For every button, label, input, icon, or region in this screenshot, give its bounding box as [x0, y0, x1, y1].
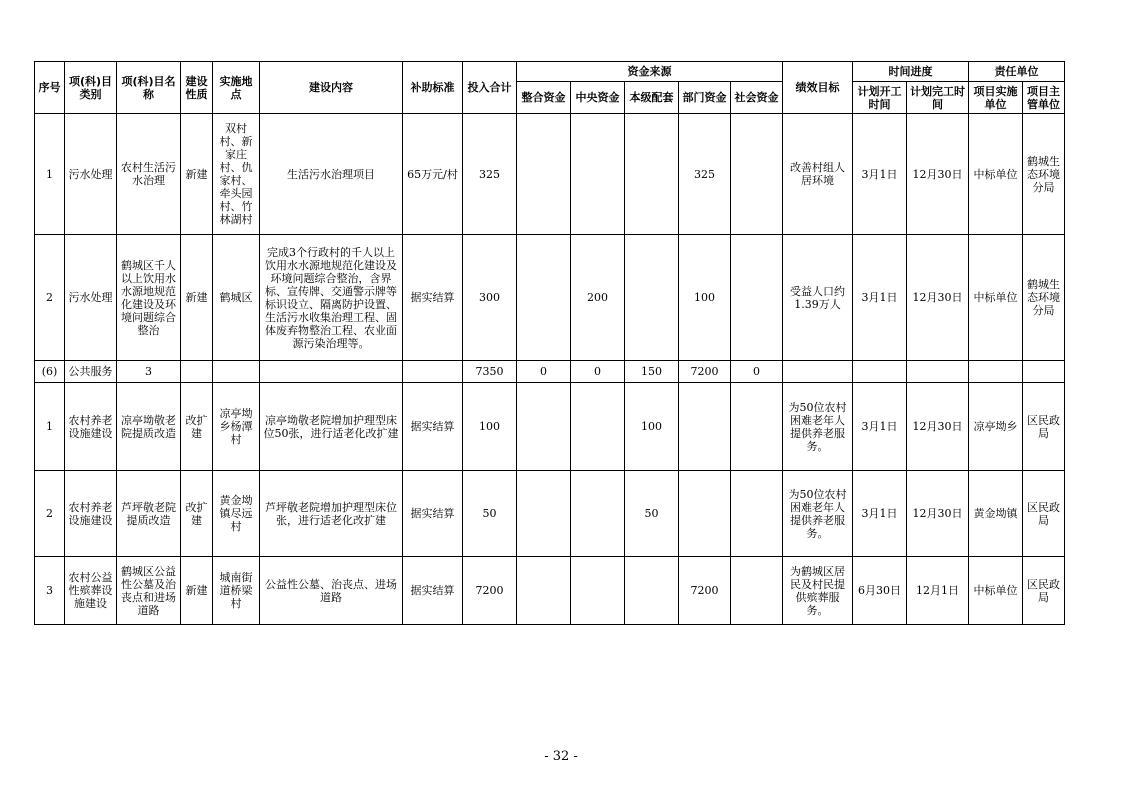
cell-local: 100 [625, 383, 679, 471]
cell-dept: 100 [679, 235, 731, 361]
cell-content: 完成3个行政村的千人以上饮用水水源地规范化建设及环境问题综合整治，含界标、宣传牌、交通警示牌等标识设立、隔离防护设置、生活污水收集治理工程、固体废弃物整治工程、农业面源污染治理等。 [260, 235, 403, 361]
cell-social [731, 235, 783, 361]
cell-name: 凉亭坳敬老院提质改造 [117, 383, 181, 471]
cell-central: 0 [571, 361, 625, 383]
cell-local [625, 114, 679, 235]
cell-local: 150 [625, 361, 679, 383]
cell-subsidy: 据实结算 [403, 471, 463, 557]
cell-central: 200 [571, 235, 625, 361]
header-name: 项(科)目名称 [117, 62, 181, 114]
cell-social [731, 114, 783, 235]
header-start: 计划开工时间 [853, 82, 907, 114]
page-number: - 32 - [544, 749, 578, 764]
cell-nature: 改扩建 [181, 383, 213, 471]
cell-social: 0 [731, 361, 783, 383]
cell-finish: 12月30日 [907, 383, 969, 471]
cell-performance: 为鹤城区居民及村民提供殡葬服务。 [783, 557, 853, 625]
cell-integrated [517, 383, 571, 471]
cell-dept [679, 471, 731, 557]
cell-central [571, 114, 625, 235]
table-row [35, 471, 1065, 557]
cell-name: 芦坪敬老院提质改造 [117, 471, 181, 557]
cell-seq: 3 [35, 557, 65, 625]
cell-social [731, 557, 783, 625]
cell-subsidy: 据实结算 [403, 383, 463, 471]
header-impl-unit: 项目实施单位 [969, 82, 1023, 114]
cell-dept: 7200 [679, 557, 731, 625]
header-content: 建设内容 [260, 62, 403, 114]
cell-category: 污水处理 [65, 114, 117, 235]
table-row [35, 114, 1065, 235]
table-row [35, 557, 1065, 625]
cell-impl: 中标单位 [969, 557, 1023, 625]
cell-finish: 12月30日 [907, 114, 969, 235]
cell-content: 芦坪敬老院增加护理型床位张，进行适老化改扩建 [260, 471, 403, 557]
cell-content: 生活污水治理项目 [260, 114, 403, 235]
table-row [35, 235, 1065, 361]
cell-subsidy: 据实结算 [403, 235, 463, 361]
cell-finish: 12月30日 [907, 235, 969, 361]
header-location: 实施地点 [213, 62, 260, 114]
cell-location: 城南街道桥梁村 [213, 557, 260, 625]
cell-nature: 新建 [181, 114, 213, 235]
cell-nature: 改扩建 [181, 471, 213, 557]
header-fund-integrated: 整合资金 [517, 82, 571, 114]
cell-integrated: 0 [517, 361, 571, 383]
cell-category: 农村养老设施建设 [65, 471, 117, 557]
cell-location: 双村村、新家庄村、仇家村、牵头园村、竹林湖村 [213, 114, 260, 235]
cell-finish: 12月30日 [907, 471, 969, 557]
cell-location [213, 361, 260, 383]
cell-start: 3月1日 [853, 383, 907, 471]
project-table [34, 61, 1065, 625]
cell-name: 农村生活污水治理 [117, 114, 181, 235]
header-responsible: 责任单位 [969, 62, 1065, 82]
cell-impl [969, 361, 1023, 383]
cell-integrated [517, 114, 571, 235]
cell-dept [679, 383, 731, 471]
header-schedule: 时间进度 [853, 62, 969, 82]
cell-name: 鹤城区千人以上饮用水水源地规范化建设及环境问题综合整治 [117, 235, 181, 361]
cell-subsidy: 据实结算 [403, 557, 463, 625]
table-row [35, 383, 1065, 471]
cell-subsidy [403, 361, 463, 383]
header-seq: 序号 [35, 62, 65, 114]
cell-impl: 黄金坳镇 [969, 471, 1023, 557]
cell-social [731, 383, 783, 471]
header-fund-local: 本级配套 [625, 82, 679, 114]
cell-central [571, 471, 625, 557]
cell-seq: 1 [35, 383, 65, 471]
header-finish: 计划完工时间 [907, 82, 969, 114]
cell-supervisor [1023, 361, 1065, 383]
cell-total: 100 [463, 383, 517, 471]
header-fund-social: 社会资金 [731, 82, 783, 114]
cell-total: 300 [463, 235, 517, 361]
cell-dept: 325 [679, 114, 731, 235]
header-performance: 绩效目标 [783, 62, 853, 114]
cell-seq: (6) [35, 361, 65, 383]
cell-local: 50 [625, 471, 679, 557]
table-row [35, 361, 1065, 383]
cell-content [260, 361, 403, 383]
cell-nature: 新建 [181, 235, 213, 361]
cell-central [571, 557, 625, 625]
cell-central [571, 383, 625, 471]
header-subsidy: 补助标准 [403, 62, 463, 114]
cell-performance: 为50位农村困难老年人提供养老服务。 [783, 383, 853, 471]
cell-location: 凉亭坳乡杨潭村 [213, 383, 260, 471]
cell-seq: 2 [35, 471, 65, 557]
cell-start [853, 361, 907, 383]
cell-name: 3 [117, 361, 181, 383]
cell-integrated [517, 557, 571, 625]
cell-supervisor: 区民政局 [1023, 557, 1065, 625]
header-fund-source: 资金来源 [517, 62, 783, 82]
cell-start: 3月1日 [853, 114, 907, 235]
cell-local [625, 235, 679, 361]
cell-nature [181, 361, 213, 383]
header-fund-dept: 部门资金 [679, 82, 731, 114]
cell-location: 鹤城区 [213, 235, 260, 361]
header-supervisor: 项目主管单位 [1023, 82, 1065, 114]
cell-nature: 新建 [181, 557, 213, 625]
cell-total: 7200 [463, 557, 517, 625]
cell-total: 325 [463, 114, 517, 235]
cell-impl: 中标单位 [969, 114, 1023, 235]
cell-integrated [517, 235, 571, 361]
cell-dept: 7200 [679, 361, 731, 383]
cell-performance [783, 361, 853, 383]
cell-social [731, 471, 783, 557]
cell-location: 黄金坳镇尽远村 [213, 471, 260, 557]
cell-integrated [517, 471, 571, 557]
cell-seq: 1 [35, 114, 65, 235]
cell-content: 凉亭坳敬老院增加护理型床位50张，进行适老化改扩建 [260, 383, 403, 471]
header-category: 项(科)目类别 [65, 62, 117, 114]
cell-start: 6月30日 [853, 557, 907, 625]
cell-finish: 12月1日 [907, 557, 969, 625]
cell-category: 污水处理 [65, 235, 117, 361]
cell-total: 7350 [463, 361, 517, 383]
cell-subsidy: 65万元/村 [403, 114, 463, 235]
cell-supervisor: 鹤城生态环境分局 [1023, 235, 1065, 361]
cell-performance: 改善村组人居环境 [783, 114, 853, 235]
header-total: 投入合计 [463, 62, 517, 114]
cell-name: 鹤城区公益性公墓及治丧点和进场道路 [117, 557, 181, 625]
cell-supervisor: 区民政局 [1023, 383, 1065, 471]
cell-category: 公共服务 [65, 361, 117, 383]
cell-seq: 2 [35, 235, 65, 361]
cell-performance: 为50位农村困难老年人提供养老服务。 [783, 471, 853, 557]
cell-finish [907, 361, 969, 383]
header-fund-central: 中央资金 [571, 82, 625, 114]
cell-content: 公益性公墓、治丧点、进场道路 [260, 557, 403, 625]
cell-local [625, 557, 679, 625]
cell-impl: 凉亭坳乡 [969, 383, 1023, 471]
header-nature: 建设性质 [181, 62, 213, 114]
cell-category: 农村公益性殡葬设施建设 [65, 557, 117, 625]
cell-total: 50 [463, 471, 517, 557]
cell-start: 3月1日 [853, 235, 907, 361]
cell-performance: 受益人口约1.39万人 [783, 235, 853, 361]
cell-supervisor: 鹤城生态环境分局 [1023, 114, 1065, 235]
cell-impl: 中标单位 [969, 235, 1023, 361]
cell-category: 农村养老设施建设 [65, 383, 117, 471]
cell-supervisor: 区民政局 [1023, 471, 1065, 557]
cell-start: 3月1日 [853, 471, 907, 557]
